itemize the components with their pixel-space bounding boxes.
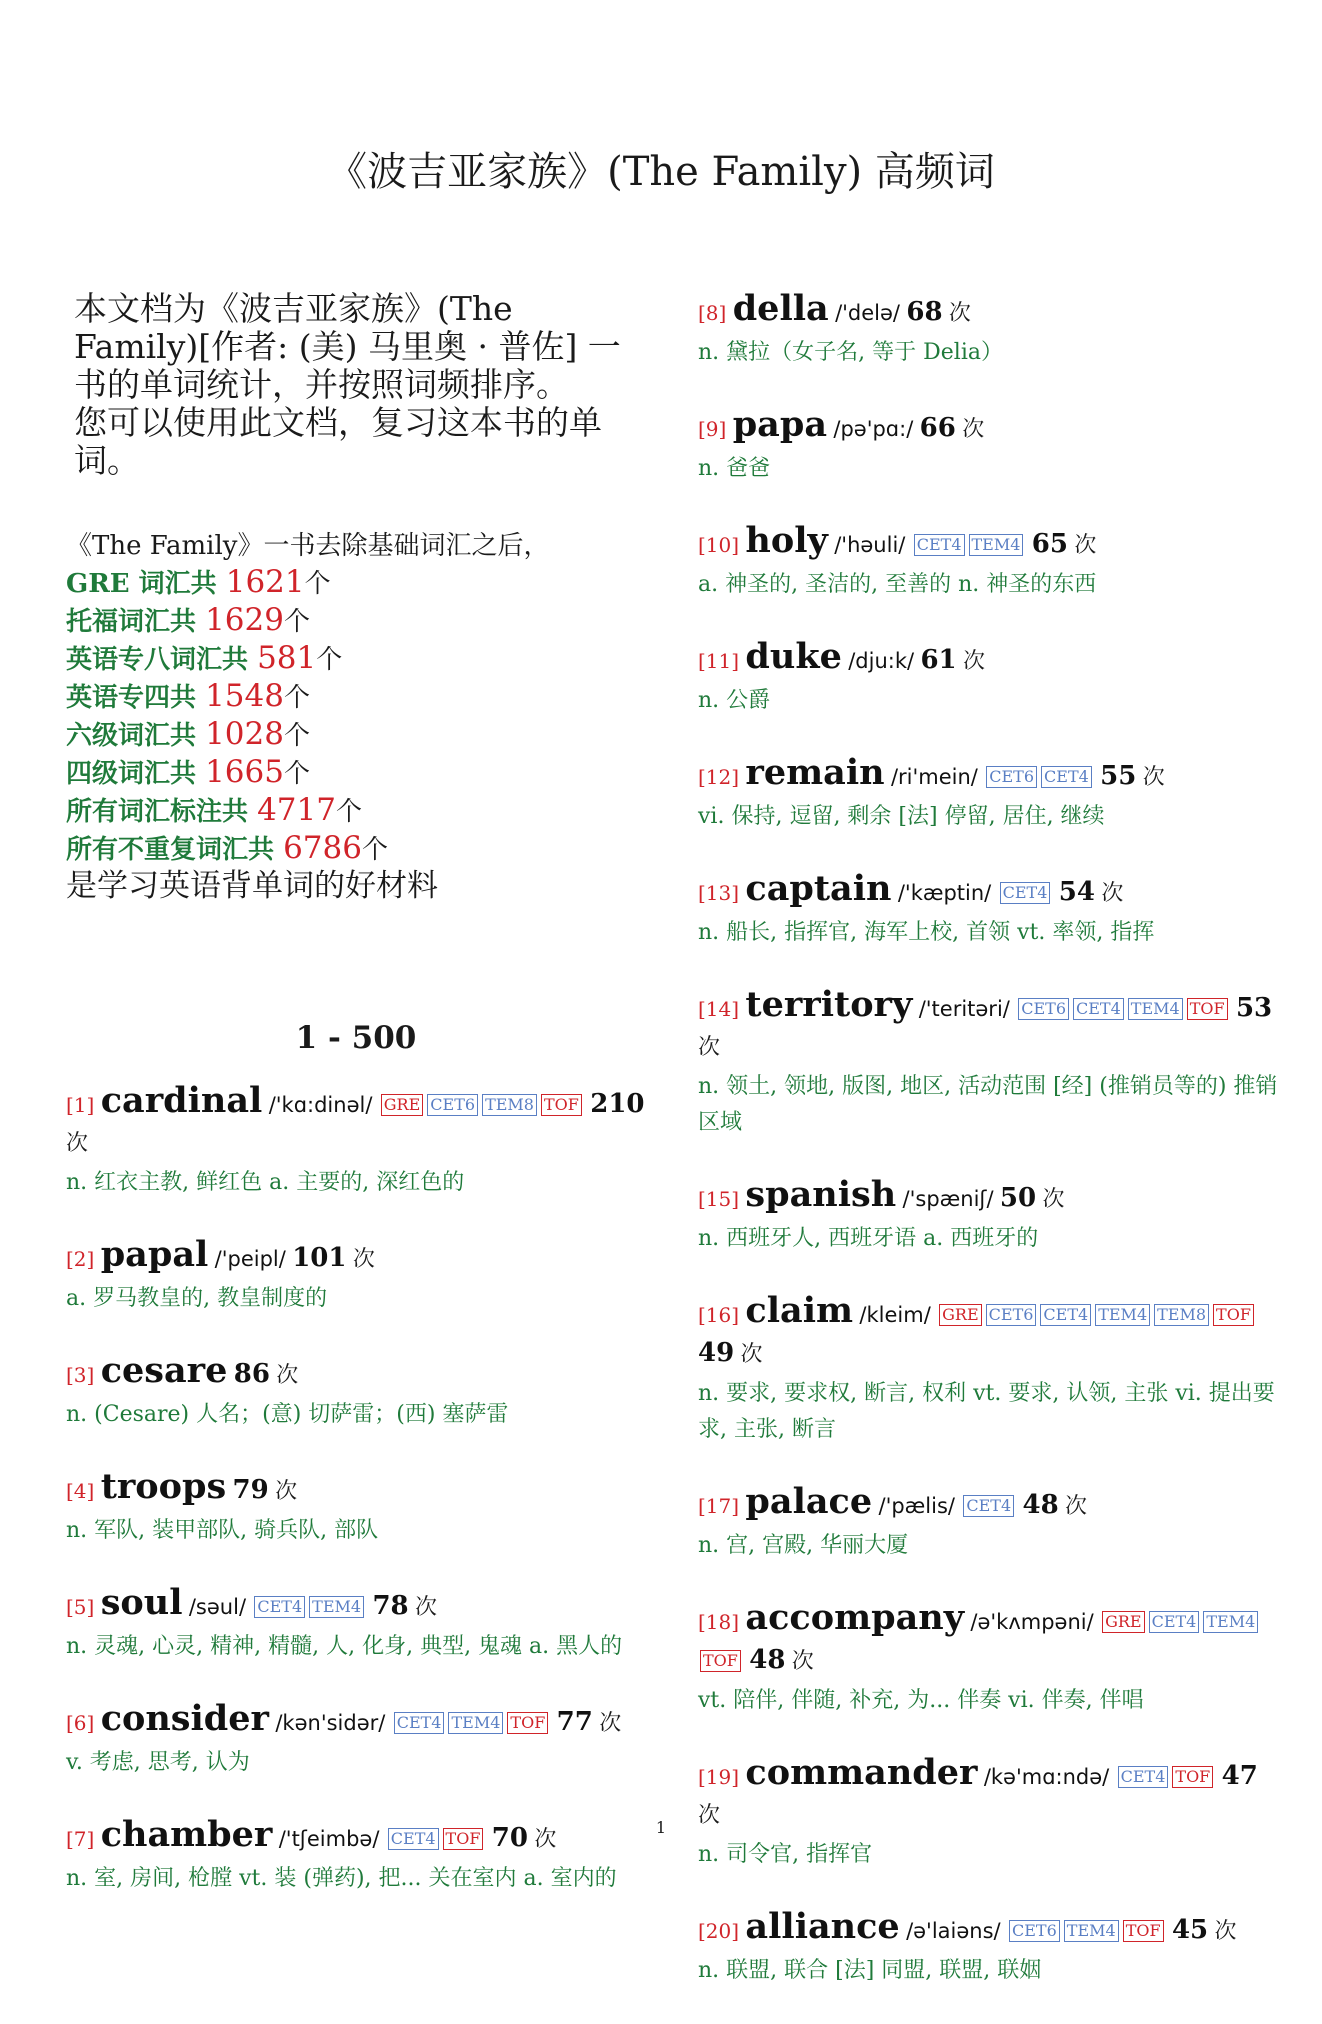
stat-number: 1028 xyxy=(205,716,284,752)
entry-count-unit: 次 xyxy=(740,1342,763,1367)
entry-count-unit: 次 xyxy=(962,417,985,442)
word-entry xyxy=(66,1468,646,1549)
stat-unit: 个 xyxy=(304,569,331,599)
word-entry xyxy=(698,870,1278,951)
word-entry xyxy=(698,1754,1278,1873)
entry-word: alliance xyxy=(745,1906,900,1947)
exam-tag: CET6 xyxy=(1018,998,1069,1020)
entry-count-unit: 次 xyxy=(698,1803,721,1828)
entry-word: claim xyxy=(745,1290,854,1331)
entry-header xyxy=(66,1584,646,1627)
intro-paragraph xyxy=(66,290,646,480)
entry-count-unit: 次 xyxy=(948,301,971,326)
entry-index: [6] xyxy=(66,1711,95,1735)
entry-word: cesare xyxy=(100,1350,228,1391)
page-number: 1 xyxy=(655,1818,667,1837)
entry-index: [16] xyxy=(698,1303,740,1327)
entry-count: 48 xyxy=(1022,1490,1059,1520)
entry-header xyxy=(698,1599,1278,1681)
entry-definition: a. 罗马教皇的, 教皇制度的 xyxy=(66,1286,328,1311)
entry-definition: n. 红衣主教, 鲜红色 a. 主要的, 深红色的 xyxy=(66,1170,465,1195)
exam-tag: TOF xyxy=(700,1650,741,1672)
word-entry xyxy=(698,1292,1278,1448)
entry-header xyxy=(66,1082,646,1163)
entry-count-unit: 次 xyxy=(1214,1919,1237,1944)
entry-count: 53 xyxy=(1235,993,1273,1023)
exam-tag: TOF xyxy=(1213,1304,1254,1326)
exam-tag: TEM4 xyxy=(1095,1304,1150,1326)
entry-count-unit: 次 xyxy=(599,1711,622,1736)
entry-header xyxy=(66,1468,646,1511)
entry-header xyxy=(698,870,1278,913)
entry-word: remain xyxy=(745,752,885,793)
stat-line xyxy=(66,792,646,830)
entry-count: 45 xyxy=(1171,1915,1209,1945)
entry-count: 61 xyxy=(920,645,957,675)
stat-number: 6786 xyxy=(283,830,362,866)
entry-header xyxy=(698,1292,1278,1374)
entry-count: 68 xyxy=(906,297,943,327)
entry-index: [10] xyxy=(698,533,740,557)
exam-tag: TEM8 xyxy=(1154,1304,1209,1326)
entry-count-unit: 次 xyxy=(66,1131,89,1156)
word-entry xyxy=(698,522,1278,603)
entry-word: palace xyxy=(745,1481,873,1522)
entry-phonetic: /'pælis/ xyxy=(878,1494,955,1518)
entry-definition: n. 爸爸 xyxy=(698,456,771,481)
word-entry xyxy=(698,1908,1278,1989)
stat-line xyxy=(66,602,646,640)
entry-phonetic: /ri'mein/ xyxy=(890,765,978,789)
entry-index: [18] xyxy=(698,1610,740,1634)
exam-tag: TOF xyxy=(507,1712,548,1734)
stat-number: 4717 xyxy=(257,792,336,828)
entry-header xyxy=(698,1483,1278,1526)
entry-count: 86 xyxy=(233,1359,270,1389)
exam-tag: GRE xyxy=(939,1304,982,1326)
entry-definition: a. 神圣的, 圣洁的, 至善的 n. 神圣的东西 xyxy=(698,572,1097,597)
entry-index: [20] xyxy=(698,1919,740,1943)
entry-header xyxy=(698,406,1278,449)
entry-phonetic: /pə'pɑ:/ xyxy=(833,417,914,441)
entry-count-unit: 次 xyxy=(534,1827,557,1852)
entry-phonetic: /'delə/ xyxy=(835,301,901,325)
stat-unit: 个 xyxy=(361,835,388,865)
word-entry xyxy=(698,1483,1278,1564)
stat-number: 1629 xyxy=(205,602,284,638)
entry-count: 70 xyxy=(491,1823,528,1853)
entry-word: duke xyxy=(745,636,842,677)
entry-definition: n. 军队, 装甲部队, 骑兵队, 部队 xyxy=(66,1518,379,1543)
entry-count-unit: 次 xyxy=(1074,533,1097,558)
entry-count: 49 xyxy=(698,1338,735,1368)
entry-count: 65 xyxy=(1031,529,1068,559)
stat-label: 托福词汇共 xyxy=(66,607,206,637)
exam-tag: TEM4 xyxy=(1064,1920,1119,1942)
stat-label: 英语专四共 xyxy=(66,683,206,713)
stat-unit: 个 xyxy=(283,721,310,751)
entry-count: 55 xyxy=(1100,761,1137,791)
entry-word: papal xyxy=(100,1234,209,1275)
entry-word: cardinal xyxy=(100,1080,263,1121)
entry-word: consider xyxy=(100,1698,269,1739)
entry-word: holy xyxy=(745,520,828,561)
vocabulary-stats xyxy=(66,528,646,904)
entry-index: [17] xyxy=(698,1494,740,1518)
right-column xyxy=(698,290,1278,2024)
stat-label: 四级词汇共 xyxy=(66,759,206,789)
entry-definition: n. 公爵 xyxy=(698,688,771,713)
exam-tag: TEM4 xyxy=(309,1596,364,1618)
exam-tag: TEM4 xyxy=(969,534,1024,556)
stat-label: GRE 词汇共 xyxy=(66,569,226,599)
word-entry xyxy=(698,986,1278,1141)
exam-tag: CET4 xyxy=(1073,998,1124,1020)
entry-definition: n. 要求, 要求权, 断言, 权利 vt. 要求, 认领, 主张 vi. 提出要求, 主张, 断言 xyxy=(698,1381,1275,1442)
stat-number: 581 xyxy=(257,640,317,676)
exam-tag: CET4 xyxy=(1000,882,1051,904)
entry-count: 210 xyxy=(590,1089,645,1119)
exam-tag: GRE xyxy=(1102,1611,1145,1633)
entry-count: 78 xyxy=(372,1591,409,1621)
exam-tag: TOF xyxy=(541,1094,582,1116)
stat-number: 1548 xyxy=(205,678,284,714)
stat-line xyxy=(66,564,646,602)
entry-phonetic: /'həuli/ xyxy=(834,533,906,557)
word-entry xyxy=(66,1352,646,1433)
entry-count-unit: 次 xyxy=(963,649,986,674)
entry-phonetic: /'teritəri/ xyxy=(918,997,1010,1021)
entry-header xyxy=(698,754,1278,797)
entry-phonetic: /ə'laiəns/ xyxy=(906,1919,1001,1943)
entry-word: soul xyxy=(100,1582,183,1623)
exam-tag: CET4 xyxy=(1118,1766,1169,1788)
entry-definition: n. 室, 房间, 枪膛 vt. 装 (弹药), 把... 关在室内 a. 室内的 xyxy=(66,1866,617,1891)
stats-end: 是学习英语背单词的好材料 xyxy=(66,868,438,904)
word-entry xyxy=(698,1599,1278,1719)
entry-header xyxy=(66,1236,646,1279)
entry-header xyxy=(698,290,1278,333)
exam-tag: CET6 xyxy=(986,1304,1037,1326)
stat-number: 1621 xyxy=(225,564,305,600)
entry-index: [2] xyxy=(66,1247,95,1271)
entry-definition: n. 宫, 宫殿, 华丽大厦 xyxy=(698,1533,909,1558)
exam-tag: CET6 xyxy=(986,766,1037,788)
exam-tag: TOF xyxy=(1172,1766,1213,1788)
entry-definition: n. 灵魂, 心灵, 精神, 精髓, 人, 化身, 典型, 鬼魂 a. 黑人的 xyxy=(66,1634,623,1659)
entry-index: [9] xyxy=(698,417,727,441)
exam-tag: TOF xyxy=(1123,1920,1164,1942)
entry-index: [12] xyxy=(698,765,740,789)
entry-index: [1] xyxy=(66,1093,95,1117)
entry-word: della xyxy=(732,288,829,329)
exam-tag: GRE xyxy=(381,1094,424,1116)
entry-count-unit: 次 xyxy=(1101,881,1124,906)
entry-phonetic: /kən'sidər/ xyxy=(275,1711,386,1735)
entry-word: troops xyxy=(100,1466,227,1507)
entry-index: [5] xyxy=(66,1595,95,1619)
entry-index: [3] xyxy=(66,1363,95,1387)
stat-line xyxy=(66,716,646,754)
exam-tag: CET4 xyxy=(1040,1304,1091,1326)
entry-definition: v. 考虑, 思考, 认为 xyxy=(66,1750,250,1775)
entry-index: [8] xyxy=(698,301,727,325)
exam-tag: CET4 xyxy=(254,1596,305,1618)
entry-word: chamber xyxy=(100,1814,273,1855)
entry-count-unit: 次 xyxy=(698,1035,721,1060)
entry-header xyxy=(698,522,1278,565)
entry-phonetic: /'kæptin/ xyxy=(897,881,992,905)
entry-phonetic: /'tʃeimbə/ xyxy=(278,1827,380,1851)
entry-count: 77 xyxy=(556,1707,593,1737)
exam-tag: CET4 xyxy=(914,534,965,556)
word-entry xyxy=(698,1176,1278,1257)
exam-tag: CET4 xyxy=(394,1712,445,1734)
word-entry xyxy=(698,754,1278,835)
entry-count: 48 xyxy=(749,1645,786,1675)
stat-line xyxy=(66,830,646,868)
entry-index: [13] xyxy=(698,881,740,905)
entry-count-unit: 次 xyxy=(1042,1187,1065,1212)
stat-unit: 个 xyxy=(335,797,362,827)
left-column xyxy=(66,290,646,1932)
exam-tag: TEM4 xyxy=(1203,1611,1258,1633)
entry-definition: vi. 保持, 逗留, 剩余 [法] 停留, 居住, 继续 xyxy=(698,804,1105,829)
stat-label: 六级词汇共 xyxy=(66,721,206,751)
entry-header xyxy=(698,1176,1278,1219)
word-entry xyxy=(66,1082,646,1201)
stat-unit: 个 xyxy=(283,683,310,713)
entry-definition: n. 领土, 领地, 版图, 地区, 活动范围 [经] (推销员等的) 推销区域 xyxy=(698,1074,1278,1135)
entry-index: [4] xyxy=(66,1479,95,1503)
exam-tag: TEM4 xyxy=(1128,998,1183,1020)
exam-tag: CET4 xyxy=(1149,1611,1200,1633)
entry-word: spanish xyxy=(745,1174,897,1215)
entry-phonetic: /'spæniʃ/ xyxy=(902,1187,994,1211)
entry-header xyxy=(698,986,1278,1067)
entry-definition: vt. 陪伴, 伴随, 补充, 为... 伴奏 vi. 伴奏, 伴唱 xyxy=(698,1688,1144,1713)
stat-unit: 个 xyxy=(283,607,310,637)
entry-index: [7] xyxy=(66,1827,95,1851)
entry-count: 79 xyxy=(232,1475,269,1505)
entry-phonetic: /ə'kʌmpəni/ xyxy=(970,1610,1094,1634)
entry-count-unit: 次 xyxy=(414,1595,437,1620)
entry-phonetic: /'peipl/ xyxy=(214,1247,286,1271)
exam-tag: CET6 xyxy=(1009,1920,1060,1942)
exam-tag: TOF xyxy=(1187,998,1228,1020)
entry-definition: n. 黛拉（女子名, 等于 Delia） xyxy=(698,340,1003,365)
entry-header xyxy=(698,1908,1278,1951)
entry-header xyxy=(66,1352,646,1395)
entry-count-unit: 次 xyxy=(275,1479,298,1504)
entry-definition: n. 联盟, 联合 [法] 同盟, 联盟, 联姻 xyxy=(698,1958,1042,1983)
intro-line: 本文档为《波吉亚家族》(The Family)[作者: (美) 马里奥 · 普佐] 一书的单词统计，并按照词频排序。 xyxy=(74,289,621,404)
word-entry xyxy=(698,290,1278,371)
entry-index: [11] xyxy=(698,649,740,673)
entry-count-unit: 次 xyxy=(1142,765,1165,790)
exam-tag: CET6 xyxy=(427,1094,478,1116)
entry-word: territory xyxy=(745,984,913,1025)
word-entry xyxy=(698,406,1278,487)
entry-word: commander xyxy=(745,1752,978,1793)
entry-count-unit: 次 xyxy=(791,1649,814,1674)
entry-definition: n. (Cesare) 人名；(意) 切萨雷；(西) 塞萨雷 xyxy=(66,1402,509,1427)
entry-header xyxy=(698,638,1278,681)
entry-index: [14] xyxy=(698,997,740,1021)
stat-label: 英语专八词汇共 xyxy=(66,645,258,675)
section-heading: 1 - 500 xyxy=(295,1020,417,1056)
stat-label: 所有词汇标注共 xyxy=(66,797,258,827)
entry-count-unit: 次 xyxy=(352,1247,375,1272)
stat-unit: 个 xyxy=(316,645,343,675)
entry-count: 54 xyxy=(1058,877,1095,907)
stat-number: 1665 xyxy=(205,754,284,790)
entry-phonetic: /dju:k/ xyxy=(848,649,915,673)
entry-phonetic: /səul/ xyxy=(188,1595,247,1619)
entry-header xyxy=(66,1700,646,1743)
entry-definition: n. 西班牙人, 西班牙语 a. 西班牙的 xyxy=(698,1226,1039,1251)
exam-tag: CET4 xyxy=(388,1828,439,1850)
stats-lead: 《The Family》一书去除基础词汇之后， xyxy=(66,531,550,561)
word-entry xyxy=(66,1700,646,1781)
entry-word: accompany xyxy=(745,1597,965,1638)
stat-line xyxy=(66,640,646,678)
exam-tag: TOF xyxy=(443,1828,484,1850)
stat-unit: 个 xyxy=(283,759,310,789)
entry-word: papa xyxy=(732,404,828,445)
entry-index: [19] xyxy=(698,1765,740,1789)
entry-count: 50 xyxy=(999,1183,1037,1213)
exam-tag: CET4 xyxy=(1041,766,1092,788)
entry-count: 66 xyxy=(919,413,956,443)
entry-phonetic: /kə'mɑ:ndə/ xyxy=(983,1765,1110,1789)
entry-definition: n. 船长, 指挥官, 海军上校, 首领 vt. 率领, 指挥 xyxy=(698,920,1155,945)
stat-label: 所有不重复词汇共 xyxy=(66,835,284,865)
entry-index: [15] xyxy=(698,1187,740,1211)
entry-phonetic: /kleim/ xyxy=(859,1303,931,1327)
document-title: 《波吉亚家族》(The Family) 高频词 xyxy=(327,149,995,195)
exam-tag: TEM8 xyxy=(482,1094,537,1116)
word-entry xyxy=(66,1584,646,1665)
entry-phonetic: /'kɑ:dinəl/ xyxy=(268,1093,373,1117)
stat-line xyxy=(66,754,646,792)
exam-tag: CET4 xyxy=(963,1495,1014,1517)
word-entry xyxy=(66,1236,646,1317)
entry-count: 101 xyxy=(292,1243,347,1273)
stat-line xyxy=(66,678,646,716)
entry-count: 47 xyxy=(1221,1761,1258,1791)
entry-count-unit: 次 xyxy=(276,1363,299,1388)
intro-line: 您可以使用此文档，复习这本书的单词。 xyxy=(74,403,602,480)
entry-word: captain xyxy=(745,868,892,909)
word-entry xyxy=(698,638,1278,719)
entry-definition: n. 司令官, 指挥官 xyxy=(698,1842,873,1867)
entry-count-unit: 次 xyxy=(1065,1494,1088,1519)
exam-tag: TEM4 xyxy=(448,1712,503,1734)
